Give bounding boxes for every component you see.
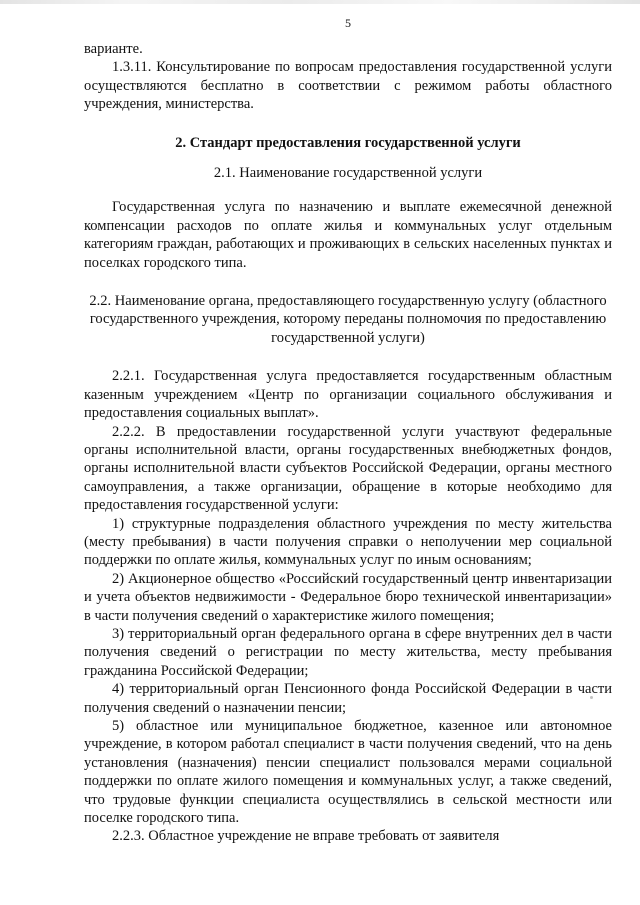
paragraph-service-description: Государственная услуга по назначению и выплате ежемесячной денежной компенсации расходов по оплате жилья и коммунальных услуг отдельным категориям граждан, работающих и проживающих в сельских населенных пунктах и поселках городского типа. bbox=[84, 199, 612, 271]
subsection-title-2-2: 2.2. Наименование органа, предоставляющего государственную услугу (областного государственного учреждения, которому переданы полномочия по предоставлению государственной услуги) bbox=[89, 293, 607, 346]
paragraph-2-2-2: 2.2.2. В предоставлении государственной услуги участвуют федеральные органы исполнительной власти, органы государственных внебюджетных фондов, органы исполнительной власти субъектов Российской Федерации, органы местного самоуправления, а также организации, обращение в которые необходимо для предоставления государственной услуги: bbox=[84, 423, 612, 514]
paragraph-2-2-1: 2.2.1. Государственная услуга предоставляется государственным областным казенным учреждением «Центр по организации социального обслуживания и предоставления социальных выплат». bbox=[84, 368, 612, 422]
paragraph-2-2-3: 2.2.3. Областное учреждение не вправе требовать от заявителя bbox=[112, 828, 500, 845]
page-number: 5 bbox=[345, 16, 351, 30]
list-item-5: 5) областное или муниципальное бюджетное, казенное или автономное учреждение, в котором работал специалист в части получения сведений, что на день установления (назначения) пенсии специалист пользовался мерами социальной поддержки по оплате жилого помещения и коммунальных услуг, а также сведений, что трудовые функции специалиста осуществлялись в сельской местности или поселке городского типа. bbox=[84, 718, 612, 827]
list-item-2: 2) Акционерное общество «Российский государственный центр инвентаризации и учета объектов недвижимости - Федеральное бюро технической инвентаризации» в части получения сведений о характеристике жилого помещения; bbox=[84, 570, 612, 624]
text-line-variant: варианте. bbox=[84, 41, 143, 57]
list-item-1: 1) структурные подразделения областного учреждения по месту жительства (месту пребывания) в части получения справки о неполучении мер социальной поддержки по оплате жилья, коммунальных услуг по иным основаниям; bbox=[84, 515, 612, 569]
list-item-4: 4) территориальный орган Пенсионного фонда Российской Федерации в части получения сведений о назначении пенсии; bbox=[84, 681, 612, 716]
section-title-standard: 2. Стандарт предоставления государственной услуги bbox=[175, 134, 521, 151]
document-page bbox=[84, 0, 612, 905]
scan-dot bbox=[590, 696, 593, 699]
paragraph-1-3-11: 1.3.11. Консультирование по вопросам предоставления государственной услуги осуществляются бесплатно в соответствии с режимом работы областного учреждения, министерства. bbox=[84, 59, 612, 113]
document-content bbox=[84, 40, 612, 846]
subsection-title-2-1: 2.1. Наименование государственной услуги bbox=[213, 165, 483, 182]
list-item-3: 3) территориальный орган федерального органа в сфере внутренних дел в части получения сведений о регистрации по месту жительства, месту пребывания гражданина Российской Федерации; bbox=[84, 625, 612, 679]
